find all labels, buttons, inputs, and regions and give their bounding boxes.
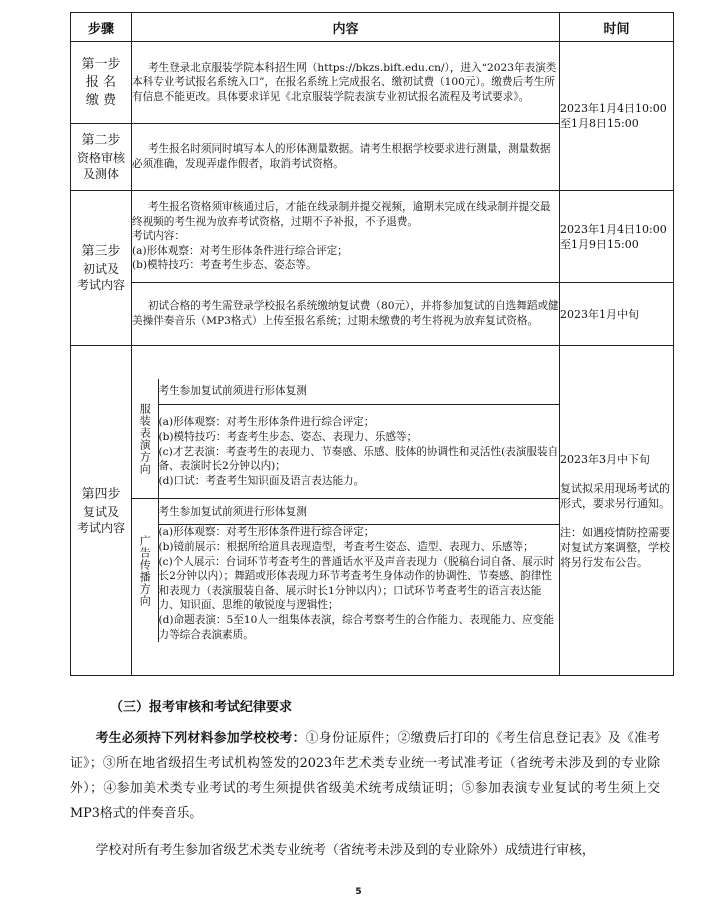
table-row xyxy=(71,283,674,346)
content-text: 考生参加复试前须进行形体复测 xyxy=(158,385,307,398)
time-note: 复试拟采用现场考试的形式，要求另行通知。 xyxy=(560,481,670,510)
time-text: 2023年1月4日10:00至1月9日15:00 xyxy=(560,222,667,251)
step-label: 考试内容 xyxy=(76,278,125,292)
section-title: （三）报考审核和考试纪律要求 xyxy=(110,700,293,715)
table-row xyxy=(71,42,674,124)
subcategory-label: 广告传播方向 xyxy=(138,534,152,607)
content-text: (b)模特技巧：考查考生步态、姿态、表现力、乐感等； xyxy=(158,430,418,443)
fashion-intro xyxy=(158,379,559,405)
content-text: 考生参加复试前须进行形体复测 xyxy=(158,505,307,518)
step-1-content xyxy=(132,42,560,124)
advertising-content xyxy=(158,525,559,642)
fashion-content xyxy=(158,405,559,499)
time-cell-3 xyxy=(560,283,674,346)
header-content: 内容 xyxy=(132,13,560,42)
content-text: 考试内容： xyxy=(132,230,185,243)
subcategory-label: 服装表演方向 xyxy=(138,402,152,475)
content-text: (c)个人展示：台词环节考查考生的普通话水平及声音表现力（脱稿台词自备、展示时长2分钟以内）；舞蹈或形体表现力环节考查考生身体动作的协调性、节奏感、韵律性和表现力（表演服装自备、展示时长1分钟以内）；口试环节考查考生的语言表达能力、知识面、思维的敏锐度与逻辑性； xyxy=(158,555,555,612)
page-number: 5 xyxy=(355,887,362,897)
header-time: 时间 xyxy=(560,13,674,42)
content-text: 考生报名时须同时填写本人的形体测量数据。请考生根据学校要求进行测量，测量数据必须准确，发现弄虚作假者，取消考试资格。 xyxy=(132,143,551,170)
paragraph-body: ①身份证原件；②缴费后打印的《考生信息登记表》及《准考证》；③所在地省级招生考试机构签发的2023年艺术类专业统一考试准考证（省统考未涉及到的专业除外）；④参加美术类专业考试的考生须提供省级美术统考成绩证明；⑤参加表演专业复试的考生须上交MP3格式的伴奏音乐。 xyxy=(70,731,661,821)
step-2-content xyxy=(132,124,560,191)
step-label: 第三步 xyxy=(81,244,121,259)
content-text: (b)镜前展示：根据所给道具表现造型，考查考生姿态、造型、表现力、乐感等； xyxy=(158,540,534,553)
step-label: 缴 费 xyxy=(85,92,117,108)
step-3-cell xyxy=(71,191,132,346)
step-4-content xyxy=(132,346,560,676)
step-3-content-2 xyxy=(132,283,560,346)
content-text: 考生登录北京服装学院本科招生网（https://bkzs.bift.edu.cn/），进入“2023年表演类本科专业考试报名系统入口”，在报名系统上完成报名、缴初试费（100元）。缴费后考生所有信息不能更改。具体要求详见《北京服装学院表演专业初试报名流程及考试要求》。 xyxy=(132,61,557,103)
step-label: 初试及 xyxy=(82,262,119,276)
table-row xyxy=(71,191,674,283)
content-text: (a)形体观察：对考生形体条件进行综合评定； xyxy=(132,244,348,257)
header-step: 步骤 xyxy=(71,13,132,42)
step-4-cell xyxy=(71,346,132,676)
step-label: 第一步 xyxy=(81,56,121,72)
table-row xyxy=(71,346,674,676)
step-3-content xyxy=(132,191,560,283)
step-label: 及测体 xyxy=(82,167,119,181)
exam-schedule-table xyxy=(70,12,674,676)
advertising-intro xyxy=(158,499,559,525)
step-label: 考试内容 xyxy=(76,520,125,535)
step-label: 复试及 xyxy=(82,504,119,519)
time-cell-4 xyxy=(560,346,674,676)
content-text: (a)形体观察：对考生形体条件进行综合评定； xyxy=(158,416,375,429)
subcategory-fashion xyxy=(132,379,158,499)
content-text: (b)模特技巧：考查考生步态、姿态等。 xyxy=(132,259,317,272)
subcategory-advertising xyxy=(132,499,158,642)
paragraph-review: 学校对所有考生参加省级艺术类专业统考（省统考未涉及到的专业除外）成绩进行审核， xyxy=(95,843,595,858)
content-text: 初试合格的考生需登录学校报名系统缴纳复试费（80元），并将参加复试的自选舞蹈或健美操伴奏音乐（MP3格式）上传至报名系统；过期未缴费的考生将视为放弃复试资格。 xyxy=(132,300,559,327)
paragraph-materials xyxy=(70,726,660,826)
content-text: (a)形体观察：对考生形体条件进行综合评定； xyxy=(158,526,375,539)
step-label: 第二步 xyxy=(81,133,121,148)
step-1-cell xyxy=(71,42,132,124)
content-text: 考生报名资格须审核通过后，才能在线录制并提交视频，逾期未完成在线录制并提交最终视频的考生视为放弃考试资格，过期不予补报，不予退费。 xyxy=(132,201,551,228)
time-note: 注：如遇疫情防控需要对复试方案调整，学校将另行发布公告。 xyxy=(560,525,670,569)
time-text: 2023年3月中下旬 xyxy=(560,452,650,466)
time-cell-2 xyxy=(560,191,674,283)
step-label: 资格审核 xyxy=(76,151,125,165)
step-label: 报 名 xyxy=(85,74,117,90)
time-cell-1 xyxy=(560,42,674,191)
table-header-row xyxy=(71,13,674,42)
content-text: (c)才艺表演：考查考生的表现力、节奏感、乐感、肢体的协调性和灵活性(表演服装自备、表演时长2分钟以内)； xyxy=(158,445,559,473)
step-label: 第四步 xyxy=(81,486,121,502)
time-text: 2023年1月4日10:00至1月8日15:00 xyxy=(560,102,667,130)
time-text: 2023年1月中旬 xyxy=(560,307,639,321)
content-text: (d)口试：考查考生知识面及语言表达能力。 xyxy=(158,474,365,487)
paragraph-lead: 考生必须持下列材料参加学校校考： xyxy=(95,731,306,746)
content-text: (d)命题表演：5至10人一组集体表演，综合考察考生的合作能力、表现能力、应变能力等综合表演素质。 xyxy=(158,613,554,641)
step-2-cell xyxy=(71,124,132,191)
step-4-subtable xyxy=(132,379,559,642)
